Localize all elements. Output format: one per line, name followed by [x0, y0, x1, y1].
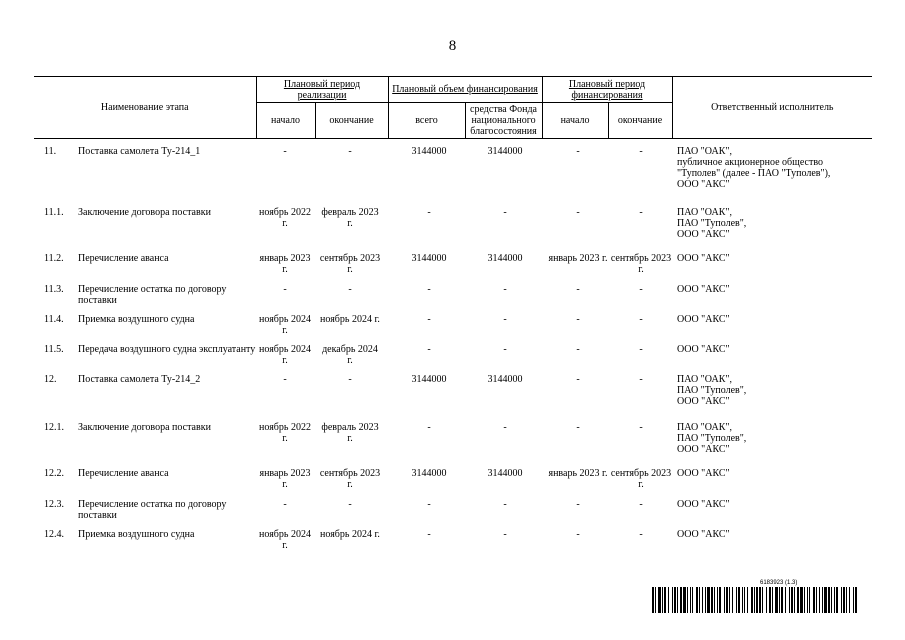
fin-total: -	[427, 529, 431, 540]
header-fin-period: Плановый период финансирования	[568, 78, 646, 101]
executor: ООО "АКС"	[677, 314, 730, 325]
fin-start: -	[576, 314, 580, 325]
fin-total: 3144000	[411, 253, 447, 264]
row-number: 12.1.	[44, 422, 64, 433]
fin-fnb: -	[503, 422, 507, 433]
fin-end: сентябрь 2023 г.	[610, 253, 672, 275]
fin-start: январь 2023 г.	[548, 253, 608, 264]
fin-total: -	[427, 314, 431, 325]
stage-name: Приемка воздушного судна	[78, 529, 195, 540]
fin-end: сентябрь 2023 г.	[610, 468, 672, 490]
impl-end: декабрь 2024 г.	[322, 344, 378, 366]
row-number: 11.1.	[44, 207, 64, 218]
impl-end: -	[348, 374, 352, 385]
row-number: 11.5.	[44, 344, 64, 355]
impl-start: январь 2023 г.	[259, 253, 311, 275]
stage-name: Перечисление аванса	[78, 468, 169, 479]
stage-name: Перечисление остатка по договору поставки	[78, 284, 227, 306]
fin-end: -	[639, 499, 643, 510]
impl-start: ноябрь 2024 г.	[259, 529, 311, 551]
stage-name: Перечисление аванса	[78, 253, 169, 264]
fin-total: -	[427, 207, 431, 218]
impl-start: -	[283, 146, 287, 157]
fin-total: -	[427, 344, 431, 355]
impl-start: -	[283, 284, 287, 295]
fin-start: -	[576, 344, 580, 355]
row-number: 11.4.	[44, 314, 64, 325]
stage-name: Заключение договора поставки	[78, 207, 211, 218]
fin-end: -	[639, 422, 643, 433]
impl-start: -	[283, 374, 287, 385]
header-fin-start: начало	[542, 103, 608, 139]
fin-fnb: -	[503, 207, 507, 218]
fin-fnb: -	[503, 529, 507, 540]
fin-start: -	[576, 207, 580, 218]
impl-end: -	[348, 284, 352, 295]
executor: ООО "АКС"	[677, 499, 730, 510]
fin-fnb: -	[503, 314, 507, 325]
executor: ООО "АКС"	[677, 284, 730, 295]
header-fnb: средства Фонда национального благосостояния	[465, 103, 542, 139]
row-number: 12.4.	[44, 529, 64, 540]
barcode-icon	[652, 587, 857, 613]
executor: ПАО "ОАК", публичное акционерное общество "Туполев" (далее - ПАО "Туполев"), ООО "АКС"	[677, 146, 831, 190]
impl-start: ноябрь 2022 г.	[259, 207, 311, 229]
row-number: 11.3.	[44, 284, 64, 295]
fin-start: -	[576, 284, 580, 295]
fin-end: -	[639, 314, 643, 325]
fin-end: -	[639, 374, 643, 385]
fin-total: 3144000	[411, 374, 447, 385]
impl-start: ноябрь 2024 г.	[259, 314, 311, 336]
stage-name: Поставка самолета Ту-214_2	[78, 374, 201, 385]
fin-fnb: 3144000	[487, 468, 523, 479]
impl-start: ноябрь 2024 г.	[259, 344, 311, 366]
fin-fnb: -	[503, 284, 507, 295]
fin-start: январь 2023 г.	[548, 468, 608, 479]
fin-total: -	[427, 499, 431, 510]
stage-name: Перечисление остатка по договору поставки	[78, 499, 227, 521]
barcode-number: 6183923 (1.3)	[760, 580, 798, 586]
page-number: 8	[448, 38, 457, 54]
impl-end: сентябрь 2023 г.	[319, 468, 381, 490]
header-end: окончание	[315, 103, 388, 139]
header-fin-volume: Плановый объем финансирования	[392, 84, 538, 95]
header-fin-end: окончание	[608, 103, 672, 139]
row-number: 12.2.	[44, 468, 64, 479]
stage-name: Заключение договора поставки	[78, 422, 211, 433]
impl-end: ноябрь 2024 г.	[320, 529, 380, 540]
fin-start: -	[576, 422, 580, 433]
impl-start: ноябрь 2022 г.	[259, 422, 311, 444]
impl-end: февраль 2023 г.	[321, 422, 379, 444]
impl-end: сентябрь 2023 г.	[319, 253, 381, 275]
fin-start: -	[576, 529, 580, 540]
executor: ООО "АКС"	[677, 253, 730, 264]
fin-total: 3144000	[411, 468, 447, 479]
fin-end: -	[639, 284, 643, 295]
impl-end: -	[348, 146, 352, 157]
executor: ООО "АКС"	[677, 529, 730, 540]
executor: ООО "АКС"	[677, 344, 730, 355]
header-stage-name: Наименование этапа	[34, 77, 256, 139]
executor: ПАО "ОАК", ПАО "Туполев", ООО "АКС"	[677, 422, 747, 455]
executor: ООО "АКС"	[677, 468, 730, 479]
fin-start: -	[576, 499, 580, 510]
fin-total: -	[427, 422, 431, 433]
fin-total: 3144000	[411, 146, 447, 157]
fin-fnb: 3144000	[487, 374, 523, 385]
impl-end: ноябрь 2024 г.	[320, 314, 380, 325]
fin-end: -	[639, 529, 643, 540]
executor: ПАО "ОАК", ПАО "Туполев", ООО "АКС"	[677, 374, 747, 407]
fin-end: -	[639, 207, 643, 218]
fin-fnb: -	[503, 499, 507, 510]
fin-fnb: 3144000	[487, 253, 523, 264]
header-start: начало	[256, 103, 315, 139]
row-number: 12.	[44, 374, 57, 385]
header-total: всего	[388, 103, 465, 139]
row-number: 12.3.	[44, 499, 64, 510]
fin-total: -	[427, 284, 431, 295]
fin-fnb: 3144000	[487, 146, 523, 157]
stage-name: Поставка самолета Ту-214_1	[78, 146, 201, 157]
executor: ПАО "ОАК", ПАО "Туполев", ООО "АКС"	[677, 207, 747, 240]
stage-name: Передача воздушного судна эксплуатанту	[78, 344, 256, 355]
fin-end: -	[639, 146, 643, 157]
fin-end: -	[639, 344, 643, 355]
stage-name: Приемка воздушного судна	[78, 314, 195, 325]
impl-end: -	[348, 499, 352, 510]
row-number: 11.	[44, 146, 57, 157]
impl-start: январь 2023 г.	[259, 468, 311, 490]
table-header	[34, 76, 872, 139]
fin-start: -	[576, 146, 580, 157]
fin-fnb: -	[503, 344, 507, 355]
fin-start: -	[576, 374, 580, 385]
impl-end: февраль 2023 г.	[321, 207, 379, 229]
row-number: 11.2.	[44, 253, 64, 264]
header-executor: Ответственный исполнитель	[672, 77, 872, 139]
header-impl-period: Плановый период реализации	[283, 78, 361, 101]
impl-start: -	[283, 499, 287, 510]
